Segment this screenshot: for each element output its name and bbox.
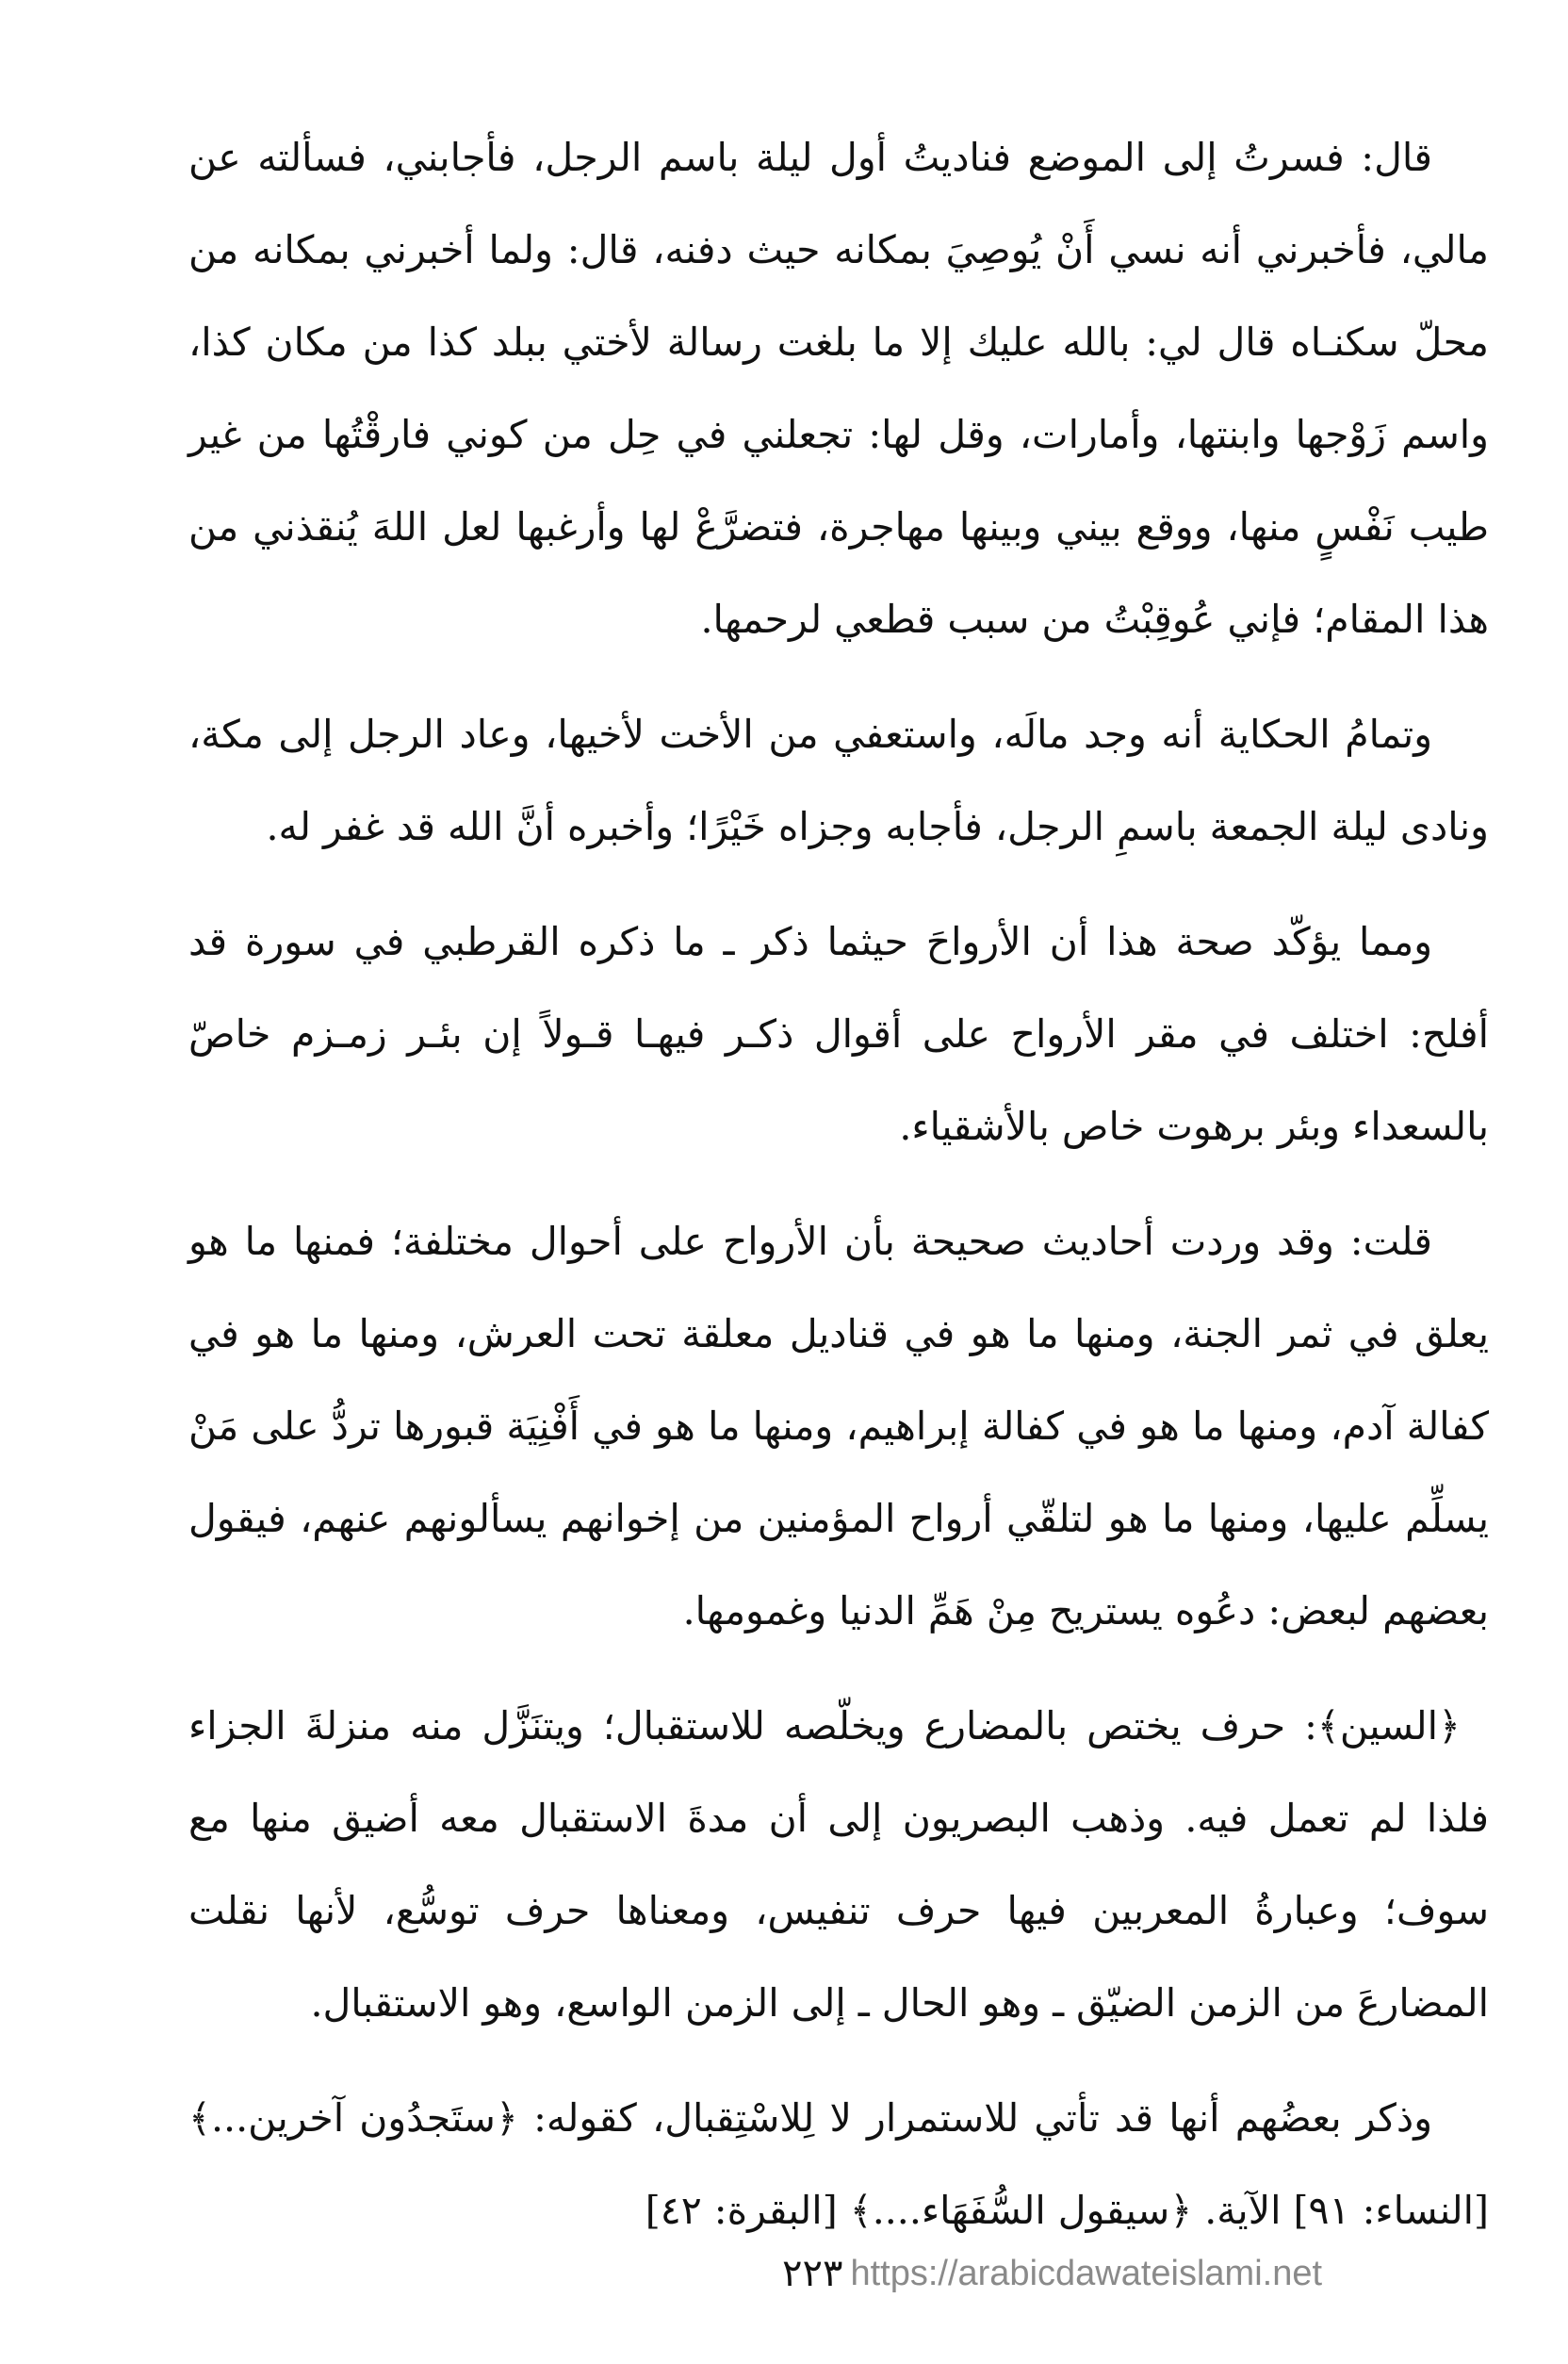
paragraph-story-end: وتمامُ الحكاية أنه وجد مالَه، واستعفي من الأخت لأخيها، وعاد الرجل إلى مكة، ونادى ليلة الجمعة باسمِ الرجل، فأجابه وجزاه خَيْرًا؛ وأخبره أنَّ الله قد غفر له. bbox=[188, 712, 1489, 849]
paragraph-sin-continuity: وذكر بعضُهم أنها قد تأتي للاستمرار لا لِلاسْتِقبال، كقوله: ﴿ستَجدُون آخرين...﴾ [النساء: ٩١] الآية. ﴿سيقول السُّفَهَاء....﴾ [البقرة: ٤٢] bbox=[188, 2095, 1489, 2233]
watermark-url: https://arabicdawateislami.net bbox=[850, 2253, 1323, 2293]
paragraph-souls: قلت: وقد وردت أحاديث صحيحة بأن الأرواح على أحوال مختلفة؛ فمنها ما هو يعلق في ثمر الجنة، ومنها ما هو في قناديل معلقة تحت العرش، ومنها ما هو في كفالة آدم، ومنها ما هو في كفالة إبراهيم، ومنها ما هو في أَفْنِيَة قبورها تردُّ على مَنْ يسلِّم عليها، ومنها ما هو لتلقّي أرواح المؤمنين من إخوانهم يسألونهم عنهم، فيقول بعضهم لبعض: دعُوه يستريح مِنْ هَمِّ الدنيا وغمومها. bbox=[188, 1219, 1489, 1633]
page-number: ٢٢٣ bbox=[782, 2252, 843, 2295]
main-text bbox=[188, 111, 1489, 2279]
paragraph-sin-definition: ﴿السين﴾: حرف يختص بالمضارع ويخلّصه للاستقبال؛ ويتنَزَّل منه منزلةَ الجزاء فلذا لم تعمل فيه. وذهب البصريون إلى أن مدةَ الاستقبال معه أضيق منها مع سوف؛ وعبارةُ المعربين فيها حرف تنفيس، ومعناها حرف توسُّع، لأنها نقلت المضارعَ من الزمن الضيّق ـ وهو الحال ـ إلى الزمن الواسع، وهو الاستقبال. bbox=[188, 1703, 1489, 2026]
page-footer bbox=[782, 2245, 1322, 2302]
paragraph-story: قال: فسرتُ إلى الموضع فناديتُ أول ليلة باسم الرجل، فأجابني، فسألته عن مالي، فأخبرني أنه نسي أَنْ يُوصِيَ بمكانه حيث دفنه، قال: ولما أخبرني بمكانه من محلّ سكنـاه قال لي: بالله عليك إلا ما بلغت رسالة لأختي ببلد كذا من مكان كذا، واسم زَوْجها وابنتها، وأمارات، وقل لها: تجعلني في حِل من كوني فارقْتُها من غير طيب نَفْسٍ منها، ووقع بيني وبينها مهاجرة، فتضرَّعْ لها وأرغبها لعل اللهَ يُنقذني من هذا المقام؛ فإني عُوقِبْتُ من سبب قطعي لرحمها. bbox=[188, 135, 1489, 642]
paragraph-qurtubi: ومما يؤكّد صحة هذا أن الأرواحَ حيثما ذكر ـ ما ذكره القرطبي في سورة قد أفلح: اختلف في مقر الأرواح على أقوال ذكـر فيهـا قـولاً إن بئـر زمـزم خاصّ بالسعداء وبئر برهوت خاص بالأشقياء. bbox=[188, 919, 1489, 1149]
